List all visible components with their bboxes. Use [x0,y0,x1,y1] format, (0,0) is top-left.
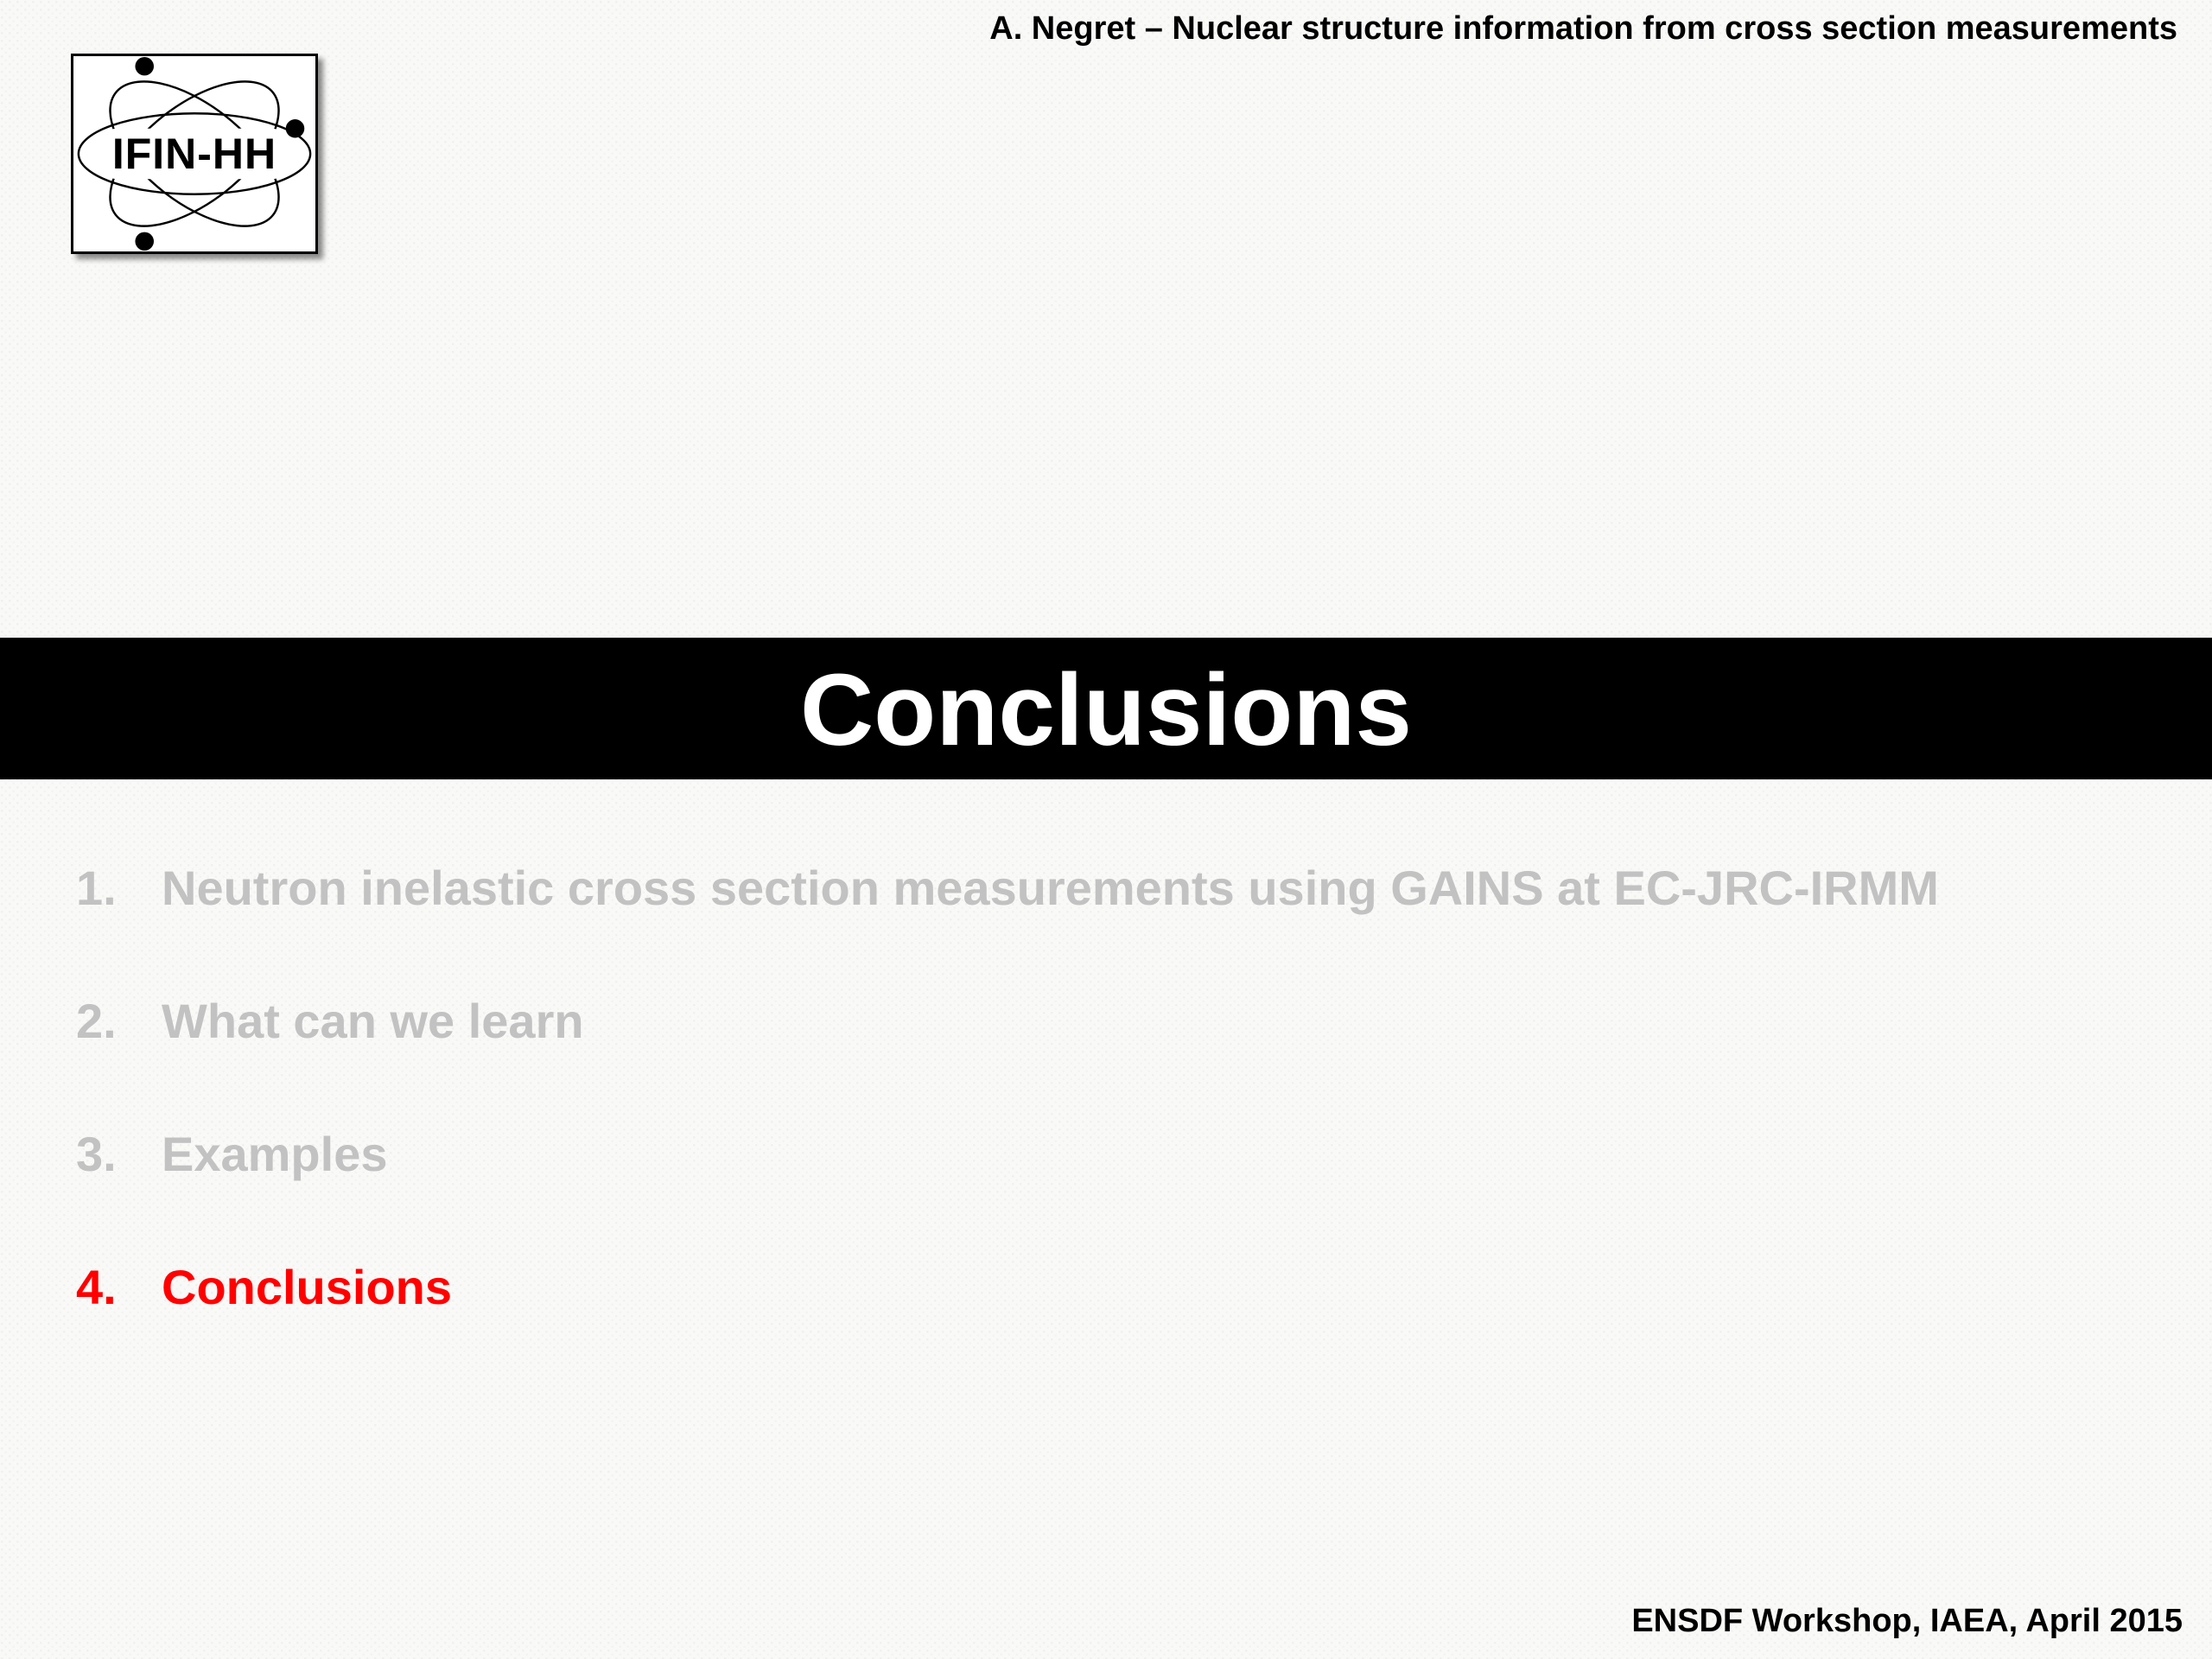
section-title-band [0,638,2212,779]
agenda-item-number: 4. [76,1260,117,1314]
presentation-author-header: A. Negret – Nuclear structure information from cross section measurements [989,10,2177,47]
agenda-item-label: Conclusions [162,1260,453,1314]
agenda-item-label: Neutron inelastic cross section measurements using GAINS at EC-JRC-IRMM [162,861,1939,915]
ifin-hh-logo [71,54,318,254]
agenda-item-label: Examples [162,1127,388,1181]
agenda-item-number: 3. [76,1127,117,1181]
section-title: Conclusions [799,653,1413,767]
agenda-item-number: 1. [76,861,117,915]
agenda-item-number: 2. [76,994,117,1048]
logo-text: IFIN-HH [111,130,277,178]
event-footer: ENSDF Workshop, IAEA, April 2015 [1631,1603,2183,1639]
agenda-item-label: What can we learn [162,994,584,1048]
